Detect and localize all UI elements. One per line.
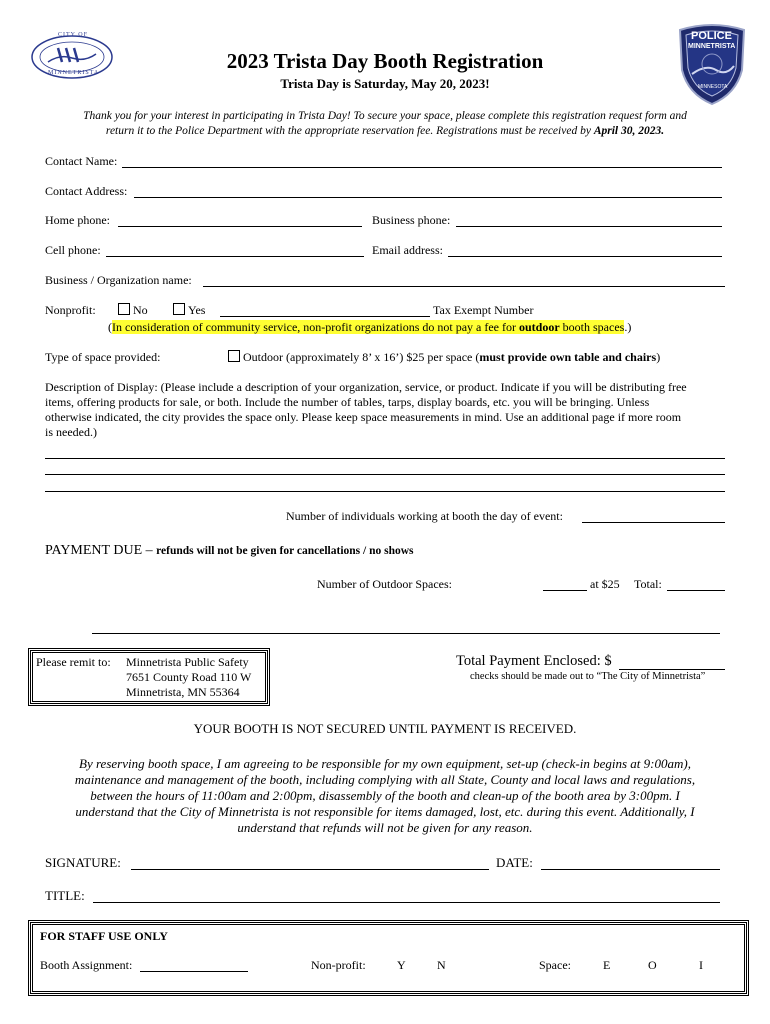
outdoor-spaces-label: Number of Outdoor Spaces: xyxy=(317,577,452,591)
police-badge-bottom: MINNESOTA xyxy=(698,84,728,90)
police-badge-top: POLICE xyxy=(691,30,732,42)
nonprofit-label: Nonprofit: xyxy=(45,303,96,317)
description-line-2: items, offering products for sale, or both. Include the number of tables, tarps, display boards, etc. you will be bringing. Unless xyxy=(45,395,650,409)
nonprofit-note: (In consideration of community service, non-profit organizations do not pay a fee for outdoor booth spaces.) xyxy=(108,320,632,334)
staff-space-e[interactable]: E xyxy=(603,958,611,972)
individuals-label: Number of individuals working at booth the day of event: xyxy=(286,509,563,523)
cell-phone-field[interactable] xyxy=(106,256,364,257)
date-field[interactable] xyxy=(541,869,720,870)
booth-assignment-label: Booth Assignment: xyxy=(40,958,133,972)
agreement-line-1: By reserving booth space, I am agreeing to be responsible for my own equipment, set-up (check-in begins at 9:00am), xyxy=(79,756,691,771)
contact-name-label: Contact Name: xyxy=(45,154,118,168)
nonprofit-yes-option[interactable]: Yes xyxy=(173,303,205,318)
contact-address-field[interactable] xyxy=(134,197,722,198)
business-phone-field[interactable] xyxy=(456,226,722,227)
description-line-3: otherwise indicated, the city provides the space only. Please keep space measurements in mind. Use an additional page if more room xyxy=(45,410,682,424)
agreement-line-3: between the hours of 11:00am and 2:00pm, disassembly of the booth and clean-up of the booth area by 3:00pm. I xyxy=(90,788,680,803)
email-field[interactable] xyxy=(448,256,722,257)
description-line-4: is needed.) xyxy=(45,425,97,439)
city-seal-bottom-text: MINNETRISTA xyxy=(48,70,100,76)
total-label: Total: xyxy=(634,577,662,591)
agreement-line-2: maintenance and management of the booth, including complying with all State, County and local laws and regulations, xyxy=(74,772,696,787)
description-field-2[interactable] xyxy=(45,474,725,475)
home-phone-field[interactable] xyxy=(118,226,362,227)
staff-space-i[interactable]: I xyxy=(699,958,703,972)
title-field[interactable] xyxy=(93,902,720,903)
deadline: April 30, 2023. xyxy=(593,125,665,137)
remit-line-1: Minnetrista Public Safety xyxy=(126,655,249,669)
description-field-3[interactable] xyxy=(45,491,725,492)
nonprofit-yes-checkbox[interactable] xyxy=(173,303,185,315)
agreement-line-4: understand that the City of Minnetrista is not responsible for items damaged, lost, etc. during this event. Additionally, I xyxy=(75,804,695,819)
page-title: 2023 Trista Day Booth Registration xyxy=(226,49,544,73)
separator-line xyxy=(92,633,720,634)
remit-label: Please remit to: xyxy=(36,655,111,669)
business-org-field[interactable] xyxy=(203,286,725,287)
signature-label: SIGNATURE: xyxy=(45,855,121,870)
total-field[interactable] xyxy=(667,590,725,591)
tax-exempt-label: Tax Exempt Number xyxy=(433,303,534,317)
outdoor-space-checkbox[interactable] xyxy=(228,350,240,362)
nonprofit-no-option[interactable]: No xyxy=(118,303,148,318)
staff-nonprofit-y[interactable]: Y xyxy=(397,958,406,972)
refund-note: refunds will not be given for cancellations / no shows xyxy=(156,545,414,557)
intro-line-1: Thank you for your interest in participating in Trista Day! To secure your space, please complete this registration request form and xyxy=(83,110,687,122)
signature-field[interactable] xyxy=(131,869,489,870)
staff-space-label: Space: xyxy=(539,958,571,972)
outdoor-space-option[interactable]: Outdoor (approximately 8’ x 16’) $25 per space (must provide own table and chairs) xyxy=(228,350,660,365)
cell-phone-label: Cell phone: xyxy=(45,243,101,257)
nonprofit-no-checkbox[interactable] xyxy=(118,303,130,315)
home-phone-label: Home phone: xyxy=(45,213,110,227)
contact-name-field[interactable] xyxy=(122,167,722,168)
booth-assignment-field[interactable] xyxy=(140,971,248,972)
checks-note: checks should be made out to “The City of Minnetrista” xyxy=(470,671,706,682)
date-label: DATE: xyxy=(496,855,533,870)
contact-address-label: Contact Address: xyxy=(45,184,128,198)
city-seal-top-text: CITY OF xyxy=(58,32,88,38)
total-enclosed-label: Total Payment Enclosed: $ xyxy=(456,653,612,669)
police-badge-mid: MINNETRISTA xyxy=(688,43,736,50)
remit-line-3: Minnetrista, MN 55364 xyxy=(126,685,240,699)
staff-space-o[interactable]: O xyxy=(648,958,657,972)
not-secured-notice: YOUR BOOTH IS NOT SECURED UNTIL PAYMENT IS RECEIVED. xyxy=(193,721,577,736)
description-field-1[interactable] xyxy=(45,458,725,459)
tax-exempt-field[interactable] xyxy=(220,316,430,317)
page-subtitle: Trista Day is Saturday, May 20, 2023! xyxy=(280,76,490,91)
space-type-label: Type of space provided: xyxy=(45,350,161,364)
agreement-line-5: understand that refunds will not be given for any reason. xyxy=(237,820,533,835)
total-enclosed-field[interactable] xyxy=(619,669,725,670)
remit-line-2: 7651 County Road 110 W xyxy=(126,670,252,684)
email-label: Email address: xyxy=(372,243,443,257)
description-line-1: Description of Display: (Please include a description of your organization, service, or product. Indicate if you will be distributing free xyxy=(45,380,687,394)
staff-nonprofit-label: Non-profit: xyxy=(311,958,366,972)
title-label: TITLE: xyxy=(45,888,85,903)
staff-nonprofit-n[interactable]: N xyxy=(437,958,446,972)
payment-heading: PAYMENT DUE – refunds will not be given for cancellations / no shows xyxy=(45,543,414,558)
price-label: at $25 xyxy=(590,577,620,591)
outdoor-spaces-field[interactable] xyxy=(543,590,587,591)
staff-heading: FOR STAFF USE ONLY xyxy=(40,929,168,943)
business-phone-label: Business phone: xyxy=(372,213,451,227)
intro-line-2: return it to the Police Department with the appropriate reservation fee. Registrations must be received by April 30, 2023. xyxy=(105,125,665,137)
business-org-label: Business / Organization name: xyxy=(45,273,192,287)
individuals-field[interactable] xyxy=(582,522,725,523)
